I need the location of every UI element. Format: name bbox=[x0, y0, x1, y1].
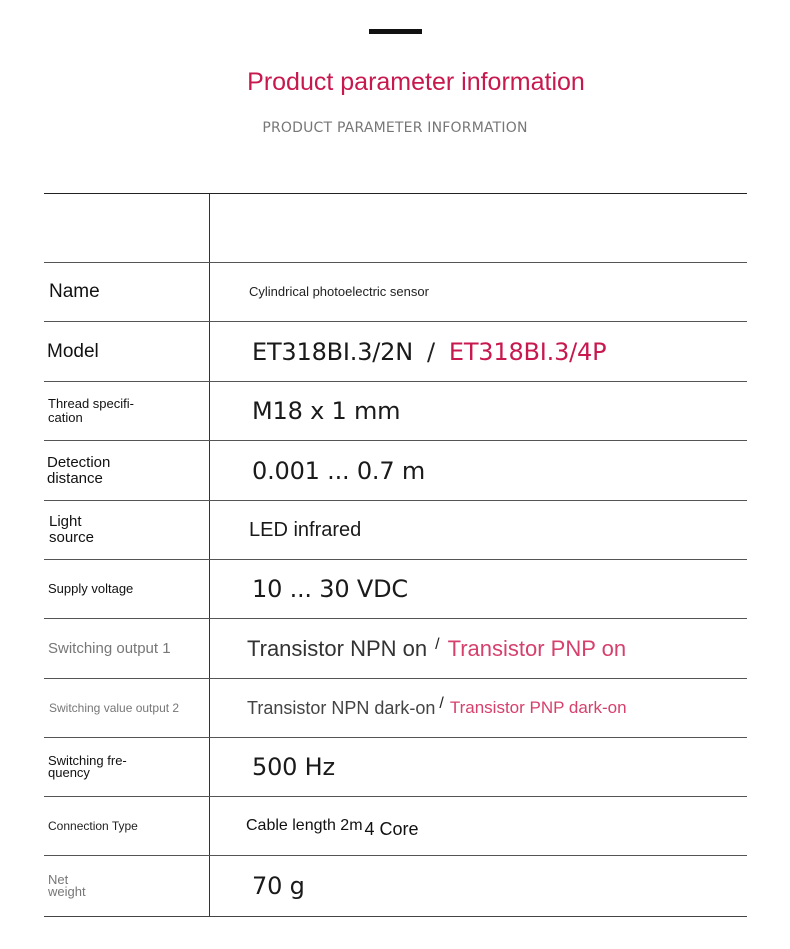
label-line: quency bbox=[48, 765, 90, 780]
table-row bbox=[44, 322, 747, 382]
value-text: 500 Hz bbox=[252, 753, 335, 781]
separator-text: / bbox=[439, 695, 444, 712]
value-text: Cylindrical photoelectric sensor bbox=[249, 284, 429, 299]
row-label bbox=[44, 738, 210, 796]
row-value bbox=[210, 441, 747, 500]
value-text-a: Transistor NPN dark-on bbox=[247, 697, 436, 718]
top-divider-bar bbox=[369, 29, 422, 34]
header-label-cell bbox=[44, 194, 210, 262]
label-line: source bbox=[49, 529, 95, 546]
row-value bbox=[210, 797, 747, 855]
value-text-a: ET318BI.3/2N bbox=[252, 337, 413, 366]
table-row bbox=[44, 560, 747, 619]
value-text-b: Transistor PNP dark-on bbox=[449, 698, 627, 717]
value-text-a: Cable length 2m bbox=[246, 817, 363, 834]
label-line: weight bbox=[48, 884, 86, 899]
value-text-b: 4 Core bbox=[364, 818, 419, 839]
row-value bbox=[210, 856, 747, 916]
header-value-cell bbox=[210, 194, 747, 262]
value-text-b: ET318BI.3/4P bbox=[448, 337, 607, 366]
table-row bbox=[44, 501, 747, 560]
value-text-b: Transistor PNP on bbox=[447, 635, 627, 661]
row-value bbox=[210, 619, 747, 678]
separator-text: / bbox=[435, 635, 440, 653]
label-line: distance bbox=[47, 469, 103, 487]
row-label bbox=[44, 679, 210, 737]
value-text: 10 ... 30 VDC bbox=[252, 575, 408, 603]
row-label bbox=[44, 560, 210, 618]
row-label bbox=[44, 619, 210, 678]
table-row bbox=[44, 738, 747, 797]
table-row bbox=[44, 263, 747, 322]
label-text: Model bbox=[47, 340, 99, 362]
label-text: Supply voltage bbox=[48, 581, 134, 597]
table-row bbox=[44, 679, 747, 738]
row-label bbox=[44, 322, 210, 381]
table-row bbox=[44, 797, 747, 856]
row-label bbox=[44, 501, 210, 559]
table-row bbox=[44, 856, 747, 917]
row-label bbox=[44, 263, 210, 321]
value-text: 0.001 ... 0.7 m bbox=[252, 456, 426, 485]
table-row bbox=[44, 382, 747, 441]
row-value bbox=[210, 738, 747, 796]
row-label bbox=[44, 441, 210, 500]
label-line: Detection bbox=[47, 453, 111, 471]
page-title: Product parameter information bbox=[247, 68, 585, 96]
parameter-table bbox=[44, 193, 747, 917]
label-line: cation bbox=[48, 410, 83, 425]
label-text: Switching value output 2 bbox=[49, 700, 180, 715]
value-text-a: Transistor NPN on bbox=[247, 635, 428, 661]
row-value bbox=[210, 322, 747, 381]
row-value bbox=[210, 263, 747, 321]
label-line: Switching fre- bbox=[48, 752, 127, 768]
row-value bbox=[210, 501, 747, 559]
value-text: M18 x 1 mm bbox=[252, 397, 401, 425]
separator-text: / bbox=[426, 337, 435, 366]
table-header-row bbox=[44, 194, 747, 263]
label-line: Net bbox=[48, 871, 69, 887]
row-value bbox=[210, 679, 747, 737]
row-value bbox=[210, 560, 747, 618]
row-label bbox=[44, 797, 210, 855]
label-line: Light bbox=[49, 513, 82, 531]
table-row bbox=[44, 619, 747, 679]
row-label bbox=[44, 382, 210, 440]
label-line: Thread specifi- bbox=[48, 396, 134, 412]
label-text: Switching output 1 bbox=[48, 639, 171, 657]
label-text: Name bbox=[49, 281, 100, 303]
row-label bbox=[44, 856, 210, 916]
row-value bbox=[210, 382, 747, 440]
value-text: 70 g bbox=[252, 872, 305, 900]
value-text: LED infrared bbox=[249, 518, 362, 541]
table-row bbox=[44, 441, 747, 501]
page-subtitle: PRODUCT PARAMETER INFORMATION bbox=[262, 120, 528, 136]
label-text: Connection Type bbox=[48, 818, 138, 833]
